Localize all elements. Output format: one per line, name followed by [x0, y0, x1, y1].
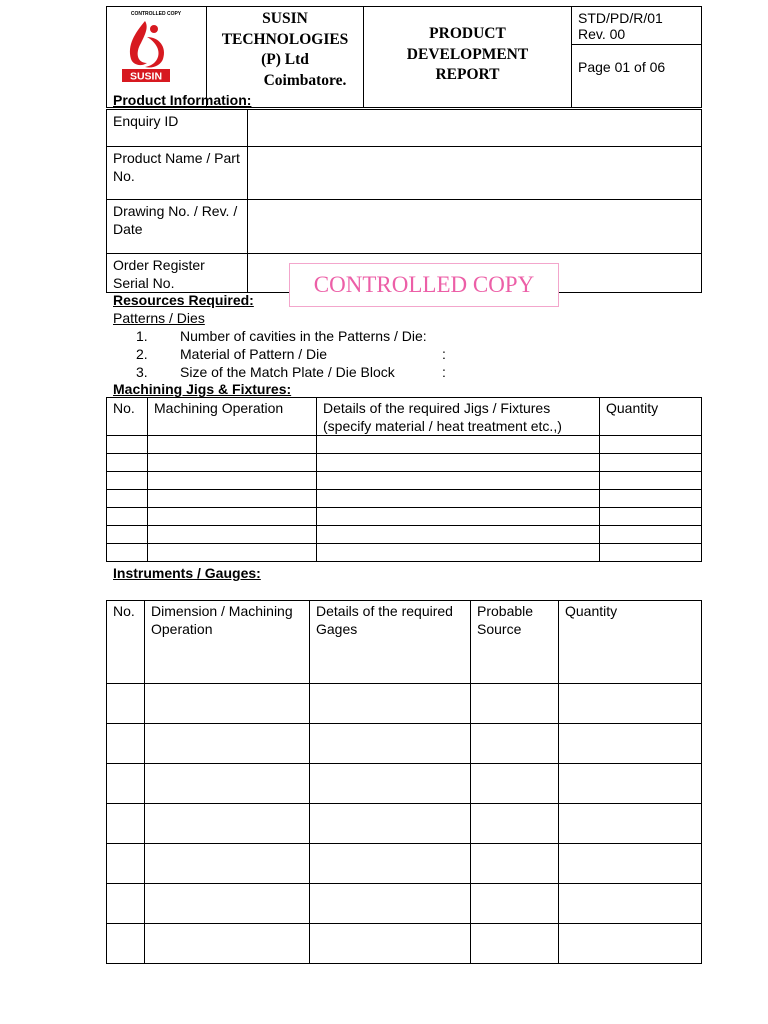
drawing-no-label: Drawing No. / Rev. / Date	[107, 200, 248, 254]
table-cell[interactable]	[317, 436, 600, 454]
table-cell[interactable]	[559, 684, 702, 724]
product-information-heading: Product Information:	[113, 92, 252, 108]
table-row	[107, 804, 702, 844]
revision: Rev. 00	[578, 26, 626, 42]
table-row	[107, 526, 702, 544]
table-cell[interactable]	[471, 684, 559, 724]
table-row	[107, 544, 702, 562]
table-cell[interactable]	[471, 924, 559, 964]
instruments-gauges-heading: Instruments / Gauges:	[113, 565, 261, 581]
enquiry-id-label: Enquiry ID	[107, 110, 248, 147]
title-line-2: DEVELOPMENT	[406, 45, 529, 63]
susin-logo-icon	[107, 7, 206, 90]
patterns-dies-subheading: Patterns / Dies	[113, 310, 205, 326]
table-cell[interactable]	[107, 684, 145, 724]
product-name-label: Product Name / Part No.	[107, 147, 248, 200]
column-header-details: Details of the required Jigs / Fixtures (specify material / heat treatment etc.,)	[317, 398, 600, 436]
table-cell[interactable]	[145, 724, 310, 764]
table-cell[interactable]	[107, 526, 148, 544]
table-cell[interactable]	[148, 472, 317, 490]
table-cell[interactable]	[600, 454, 702, 472]
table-header-row	[107, 398, 702, 436]
enquiry-id-field[interactable]	[248, 110, 702, 147]
table-cell[interactable]	[145, 924, 310, 964]
table-row	[107, 454, 702, 472]
table-cell[interactable]	[559, 724, 702, 764]
table-row	[107, 724, 702, 764]
table-cell[interactable]	[107, 804, 145, 844]
product-name-field[interactable]	[248, 147, 702, 200]
table-cell[interactable]	[600, 490, 702, 508]
table-cell[interactable]	[317, 526, 600, 544]
jigs-fixtures-heading: Machining Jigs & Fixtures:	[113, 381, 292, 397]
drawing-no-field[interactable]	[248, 200, 702, 254]
table-cell[interactable]	[310, 844, 471, 884]
page-number: Page 01 of 06	[578, 59, 666, 75]
table-cell[interactable]	[145, 884, 310, 924]
jigs-fixtures-table	[106, 397, 702, 562]
table-cell[interactable]	[107, 884, 145, 924]
table-cell[interactable]	[310, 684, 471, 724]
table-row	[107, 508, 702, 526]
table-row	[107, 844, 702, 884]
table-cell[interactable]	[107, 508, 148, 526]
table-cell[interactable]	[148, 454, 317, 472]
table-cell[interactable]	[559, 884, 702, 924]
table-cell[interactable]	[107, 724, 145, 764]
company-line-3: (P) Ltd	[261, 51, 309, 68]
company-line-2: TECHNOLOGIES	[221, 30, 349, 48]
table-cell[interactable]	[600, 472, 702, 490]
table-cell[interactable]	[317, 490, 600, 508]
table-cell[interactable]	[107, 490, 148, 508]
table-cell[interactable]	[148, 508, 317, 526]
column-header-quantity: Quantity	[559, 601, 702, 684]
column-header-no: No.	[107, 398, 148, 436]
table-cell[interactable]	[310, 724, 471, 764]
column-header-source: Probable Source	[471, 601, 559, 684]
table-cell[interactable]	[317, 508, 600, 526]
table-cell[interactable]	[107, 544, 148, 562]
title-line-3: REPORT	[435, 66, 500, 83]
table-cell[interactable]	[107, 436, 148, 454]
list-item-colon: :	[442, 364, 446, 380]
column-header-details: Details of the required Gages	[310, 601, 471, 684]
list-item-number: 2.	[136, 346, 148, 362]
table-cell[interactable]	[148, 526, 317, 544]
table-cell[interactable]	[148, 490, 317, 508]
table-row	[107, 490, 702, 508]
table-cell[interactable]	[559, 844, 702, 884]
table-cell[interactable]	[471, 724, 559, 764]
table-cell[interactable]	[145, 804, 310, 844]
table-cell[interactable]	[471, 804, 559, 844]
table-cell[interactable]	[145, 844, 310, 884]
table-cell[interactable]	[600, 526, 702, 544]
report-title	[364, 7, 572, 108]
document-info	[572, 7, 702, 108]
column-header-quantity: Quantity	[600, 398, 702, 436]
doc-number: STD/PD/R/01	[578, 10, 663, 26]
table-cell[interactable]	[317, 544, 600, 562]
table-cell[interactable]	[559, 924, 702, 964]
table-cell[interactable]	[107, 924, 145, 964]
table-cell[interactable]	[471, 884, 559, 924]
list-item-number: 3.	[136, 364, 148, 380]
table-cell[interactable]	[145, 764, 310, 804]
list-item-text: Size of the Match Plate / Die Block	[180, 364, 395, 380]
table-cell[interactable]	[310, 924, 471, 964]
table-cell[interactable]	[600, 508, 702, 526]
table-row	[107, 884, 702, 924]
table-cell[interactable]	[310, 804, 471, 844]
table-cell[interactable]	[107, 454, 148, 472]
table-cell[interactable]	[559, 804, 702, 844]
table-cell[interactable]	[559, 764, 702, 804]
table-cell[interactable]	[310, 884, 471, 924]
table-cell[interactable]	[148, 544, 317, 562]
table-cell[interactable]	[107, 472, 148, 490]
company-line-1: SUSIN	[262, 10, 308, 27]
table-cell[interactable]	[310, 764, 471, 804]
company-line-4: Coimbatore.	[263, 71, 347, 89]
table-cell[interactable]	[471, 764, 559, 804]
table-row	[107, 924, 702, 964]
table-cell[interactable]	[600, 544, 702, 562]
resources-heading: Resources Required:	[113, 292, 254, 308]
table-header-row	[107, 601, 702, 684]
table-row	[107, 472, 702, 490]
list-item-text: Material of Pattern / Die	[180, 346, 328, 362]
title-line-1: PRODUCT	[429, 25, 506, 42]
table-cell[interactable]	[317, 472, 600, 490]
list-item-number: 1.	[136, 328, 148, 344]
table-cell[interactable]	[148, 436, 317, 454]
logo-controlled-copy-text: CONTROLLED COPY	[130, 11, 182, 17]
table-cell[interactable]	[107, 764, 145, 804]
table-cell[interactable]	[471, 844, 559, 884]
table-cell[interactable]	[600, 436, 702, 454]
column-header-dimension: Dimension / Machining Operation	[145, 601, 310, 684]
column-header-operation: Machining Operation	[148, 398, 317, 436]
table-cell[interactable]	[317, 454, 600, 472]
table-cell[interactable]	[107, 844, 145, 884]
list-item-text: Number of cavities in the Patterns / Die:	[180, 328, 427, 344]
column-header-no: No.	[107, 601, 145, 684]
logo-brand-text: SUSIN	[129, 70, 163, 83]
controlled-copy-stamp: CONTROLLED COPY	[289, 263, 559, 307]
table-row	[107, 684, 702, 724]
list-item-colon: :	[442, 346, 446, 362]
table-row	[107, 436, 702, 454]
table-cell[interactable]	[145, 684, 310, 724]
instruments-gauges-table	[106, 600, 702, 964]
table-row	[107, 764, 702, 804]
order-register-label: Order Register Serial No.	[107, 254, 248, 293]
